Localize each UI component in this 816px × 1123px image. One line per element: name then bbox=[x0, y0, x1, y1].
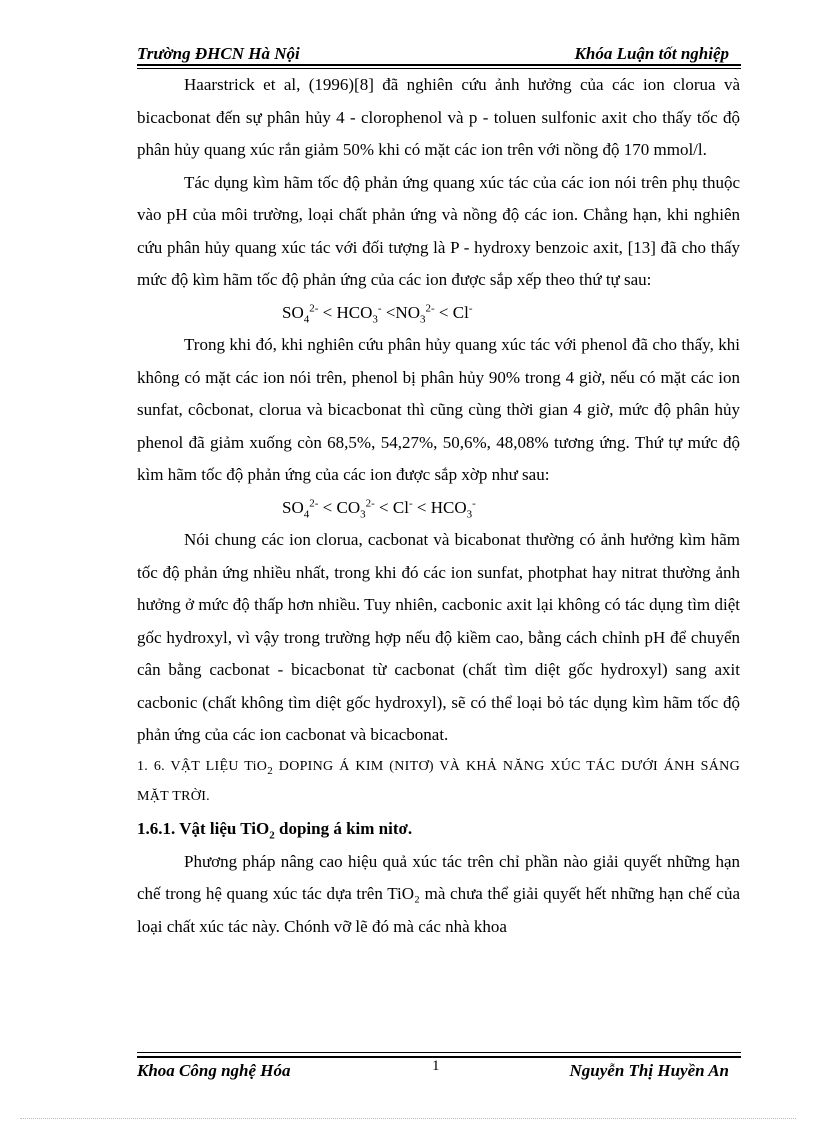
header-school: Trường ĐHCN Hà Nội bbox=[137, 44, 300, 63]
page-edge-divider bbox=[20, 1118, 796, 1119]
page-header bbox=[137, 40, 741, 68]
paragraph-method: Phương pháp nâng cao hiệu quả xúc tác trên chỉ phần nào giải quyết những hạn chế trong hệ quang xúc tác dựa trên TiO₂ mà chưa thể giải quyết hết những hạn chế của loại chất xúc tác này. Chónh vỡ lẽ đó mà các nhà khoa bbox=[137, 851, 740, 936]
page-body bbox=[137, 69, 740, 943]
footer-rule-thin bbox=[137, 1052, 741, 1053]
header-thesis-type: Khóa Luận tốt nghiệp bbox=[574, 44, 729, 63]
paragraph-haarstrick: Haarstrick et al, (1996)[8] đã nghiên cứu ảnh hưởng của các ion clorua và bicacbonat đến sự phân hủy 4 - clorophenol và p - toluen sulfonic axit cho thấy tốc độ phân hủy quang xúc rắn giảm 50% khi có mặt các ion trên với nồng độ 170 mmol/l. bbox=[137, 75, 740, 159]
page-footer bbox=[137, 1052, 741, 1086]
header-rule-thick bbox=[137, 64, 741, 66]
paragraph-inhibition-ph: Tác dụng kìm hãm tốc độ phản ứng quang xúc tác của các ion nói trên phụ thuộc vào pH của môi trường, loại chất phản ứng và nồng độ các ion. Chẳng hạn, khi nghiên cứu phân hủy quang xúc tác với đối tượng là P - hydroxy benzoic axit, [13] đã cho thấy mức độ kìm hãm tốc độ phản ứng của các ion được sắp xếp theo thứ tự sau: bbox=[137, 172, 740, 289]
formula-ion-order-1: $SO_4^{2-} < HCO_3^- <NO_3^{2-} < Cl^-$ bbox=[282, 301, 473, 325]
formula-ion-order-2: $SO_4^{2-} < CO_3^{2-} < Cl^- < HCO_3^-$ bbox=[282, 496, 476, 520]
footer-department: Khoa Công nghệ Hóa bbox=[137, 1061, 291, 1080]
subsection-heading-1-6-1: 1.6.1. Vật liệu TiO$_2$ doping á kim nitơ. bbox=[137, 818, 413, 841]
footer-author: Nguyễn Thị Huyền An bbox=[569, 1061, 729, 1080]
paragraph-general-ions: Nói chung các ion clorua, cacbonat và bicabonat thường có ảnh hưởng kìm hãm tốc độ phản ứng nhiều nhất, trong khi đó các ion sunfat, photphat hay nitrat thường ảnh hưởng ở mức độ thấp hơn nhiều. Tuy nhiên, cacbonic axit lại không có tác dụng tìm diệt gốc hydroxyl, vì vậy trong trường hợp nếu độ kiềm cao, bằng cách chỉnh pH để chuyển cân bằng cacbonat - bicacbonat từ cacbonat (chất tìm diệt gốc hydroxyl) sang axit cacbonic (chất không tìm diệt gốc hydroxyl), sẽ có thể loại bỏ tác dụng kìm hãm tốc độ phản ứng của các ion cacbonat và bicacbonat. bbox=[137, 530, 740, 744]
page-number: 1 bbox=[432, 1058, 440, 1074]
paragraph-phenol: Trong khi đó, khi nghiên cứu phân hủy quang xúc tác với phenol đã cho thấy, khi không có mặt các ion nói trên, phenol bị phân hủy 90% trong 4 giờ, nếu có mặt các ion sunfat, côcbonat, clorua và bicacbonat thì cũng cùng thời gian 4 giờ, mức độ phân hủy phenol đã giảm xuống còn 68,5%, 54,27%, 50,6%, 48,08% tương ứng. Thứ tự mức độ kìm hãm tốc độ phản ứng của các ion được sắp xờp như sau: bbox=[137, 335, 740, 484]
section-heading-1-6: 1. 6. VẬT LIỆU TiO$_2$ DOPING Á KIM (NITƠ) VÀ KHẢ NĂNG XÚC TÁC DƯỚI ÁNH SÁNG MẶT TRỜI. bbox=[137, 758, 740, 804]
